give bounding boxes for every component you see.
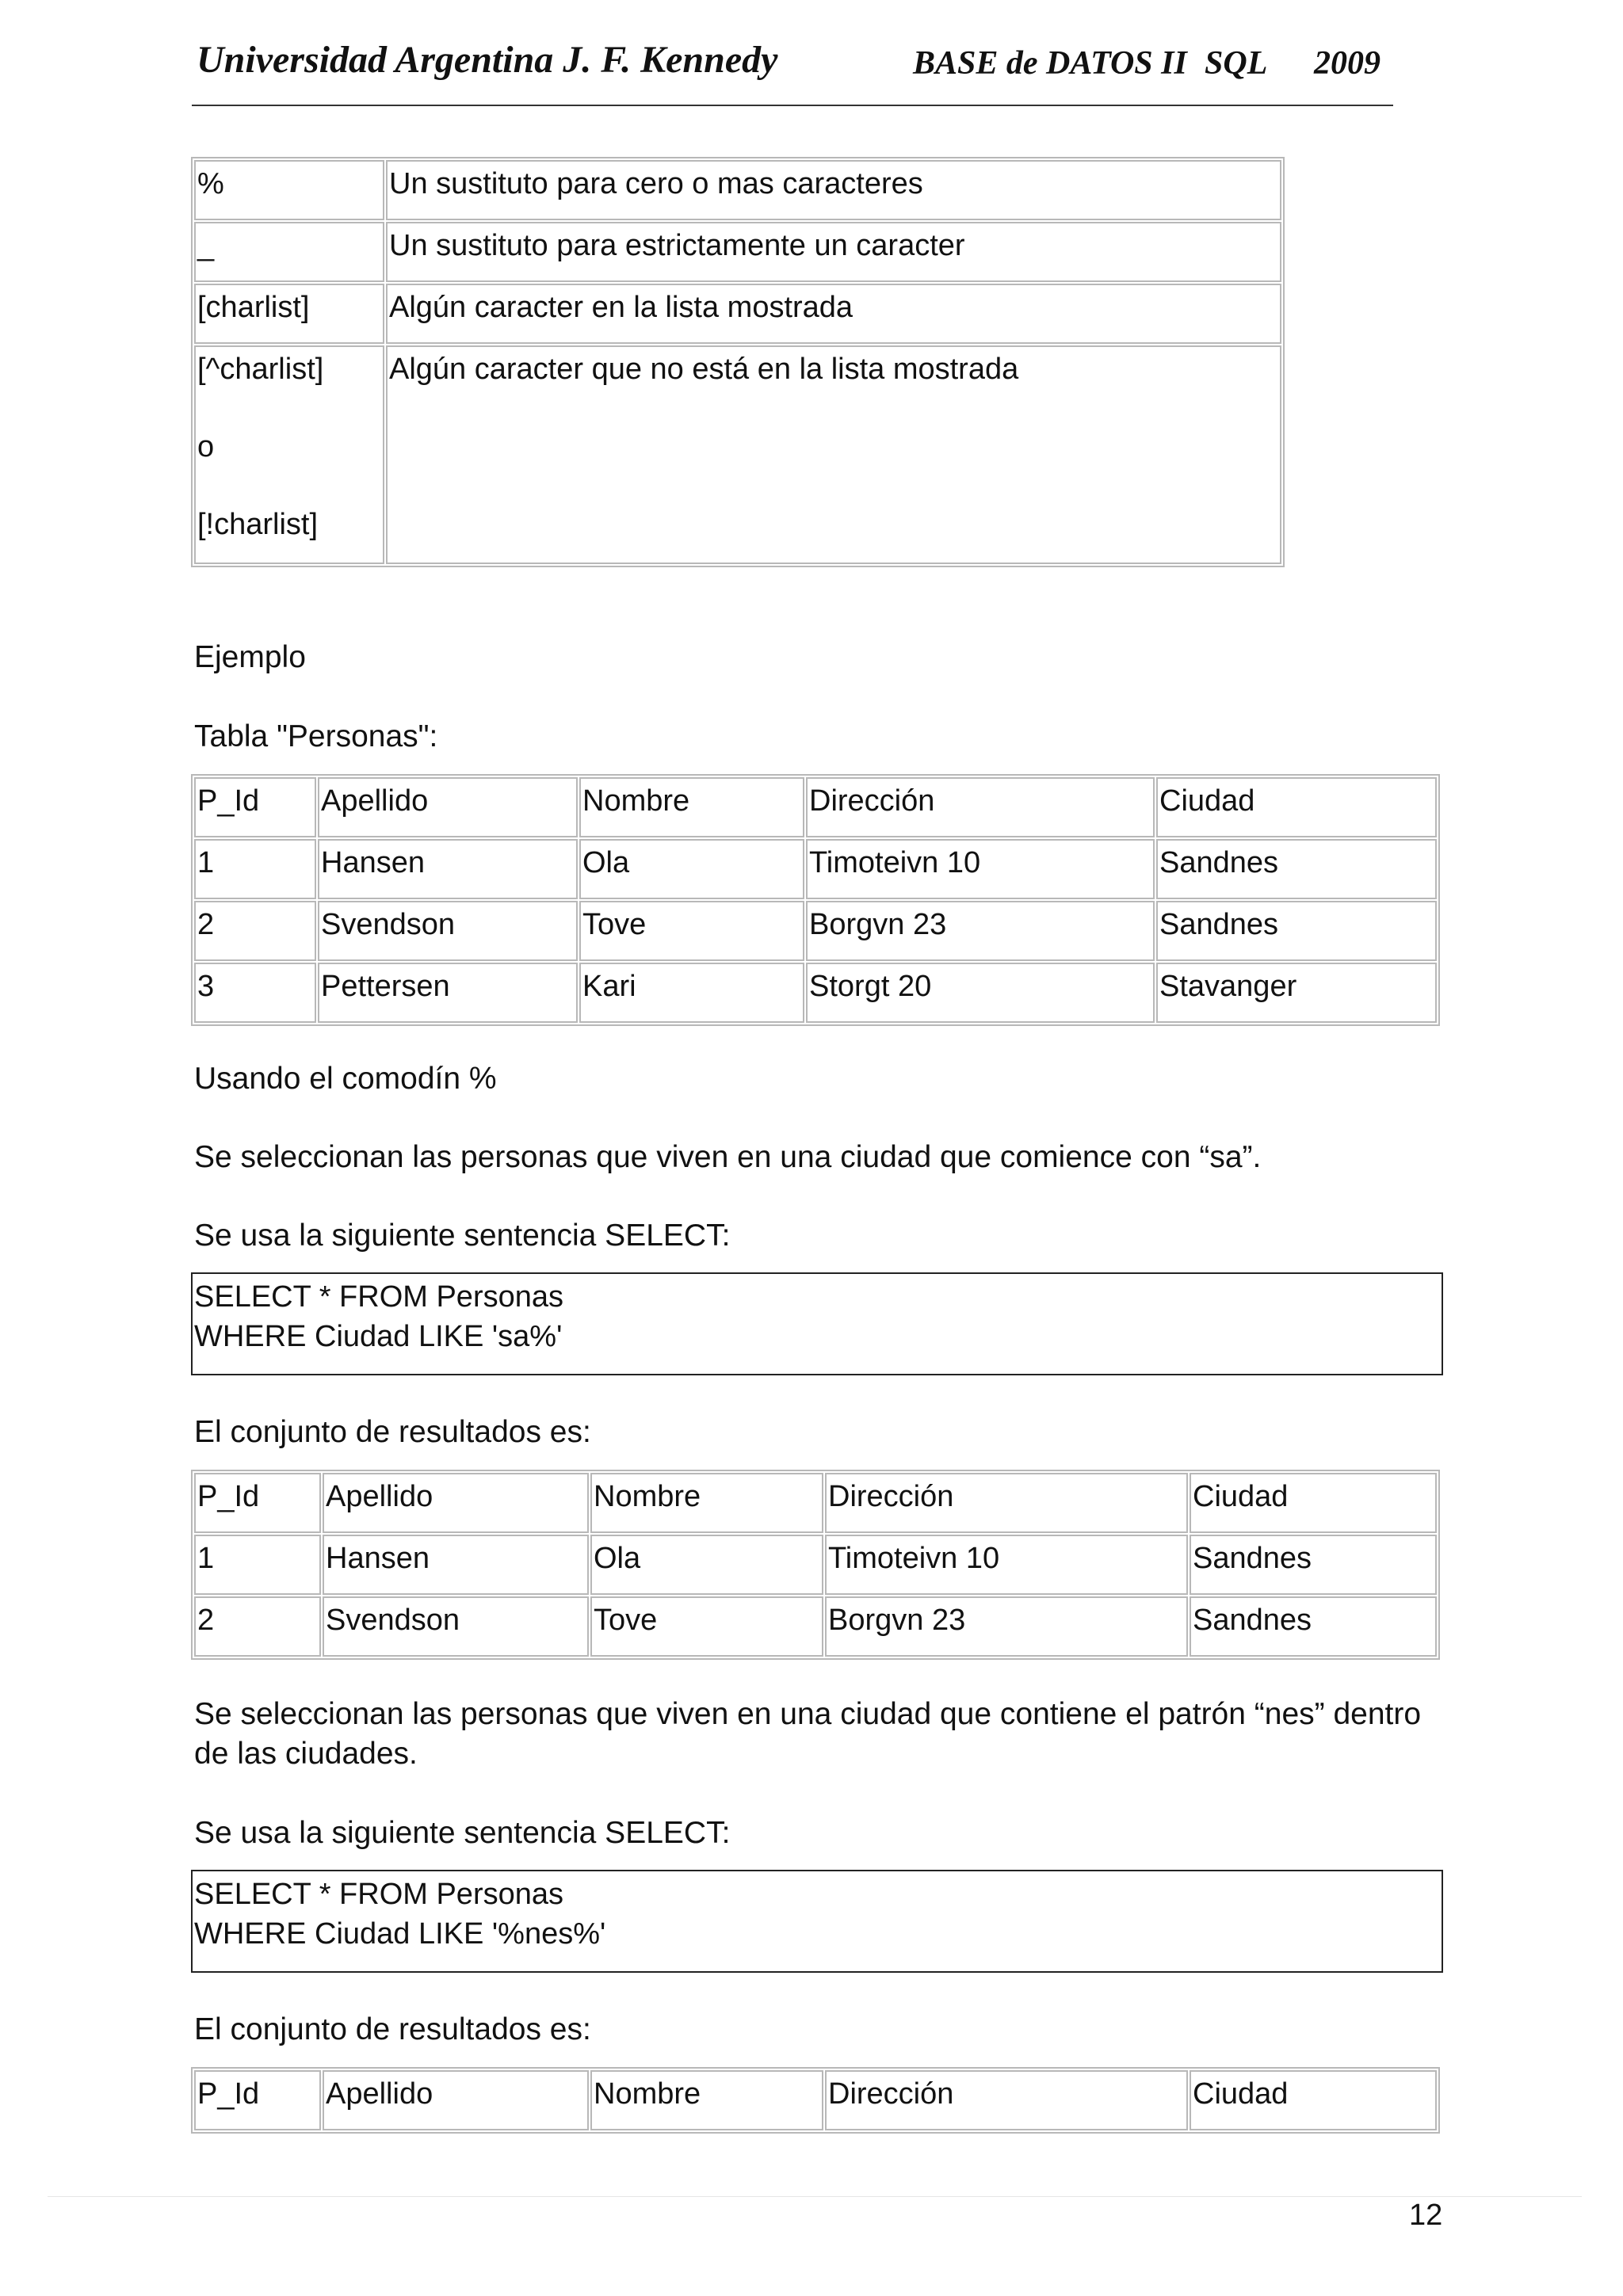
column-header: Nombre (579, 777, 804, 837)
result-label: El conjunto de resultados es: (194, 1415, 591, 1449)
course-topic: SQL (1205, 45, 1268, 82)
result-table (191, 1470, 1440, 1660)
sql-line: WHERE Ciudad LIKE 'sa%' (194, 1320, 563, 1353)
wildcard-description: Un sustituto para estrictamente un caracter (386, 222, 1281, 282)
section-heading: Usando el comodín % (194, 1062, 497, 1096)
table-cell: Tove (579, 901, 804, 961)
table-row (194, 963, 1437, 1023)
table-cell: Borgvn 23 (806, 901, 1155, 961)
table-cell: Hansen (323, 1535, 589, 1595)
column-header: Dirección (825, 1473, 1188, 1533)
table-cell: Borgvn 23 (825, 1596, 1188, 1657)
column-header: Ciudad (1190, 1473, 1437, 1533)
wildcards-table (191, 157, 1285, 567)
sql-code-box (191, 1272, 1443, 1375)
table-cell: Sandnes (1190, 1535, 1437, 1595)
table-row (194, 839, 1437, 899)
wildcard-symbol: % (194, 160, 384, 220)
table-cell: Tove (590, 1596, 823, 1657)
course-info (913, 44, 1381, 82)
sql-line: SELECT * FROM Personas (194, 1280, 564, 1314)
table-cell: 1 (194, 1535, 321, 1595)
column-header: Dirección (825, 2070, 1188, 2130)
example-heading: Ejemplo (194, 640, 306, 674)
table-header-row (194, 2070, 1437, 2130)
wildcard-description: Un sustituto para cero o mas caracteres (386, 160, 1281, 220)
sql-line: WHERE Ciudad LIKE '%nes%' (194, 1917, 606, 1951)
table-row (194, 901, 1437, 961)
course-year: 2009 (1314, 45, 1381, 82)
sql-line: SELECT * FROM Personas (194, 1878, 564, 1911)
table-row (194, 160, 1281, 220)
course-name: BASE de DATOS II (913, 45, 1187, 82)
table-cell: 1 (194, 839, 316, 899)
sql-code-box (191, 1870, 1443, 1973)
wildcard-symbol-line: [^charlist] (197, 353, 324, 386)
page-header (192, 38, 1393, 106)
section-text: Se seleccionan las personas que viven en una ciudad que comience con “sa”. (194, 1140, 1262, 1174)
table-cell: Timoteivn 10 (806, 839, 1155, 899)
column-header: Apellido (318, 777, 578, 837)
column-header: P_Id (194, 2070, 321, 2130)
column-header: Apellido (323, 1473, 589, 1533)
table-cell: Stavanger (1156, 963, 1437, 1023)
wildcard-description: Algún caracter que no está en la lista mostrada (386, 345, 1281, 564)
column-header: Ciudad (1156, 777, 1437, 837)
column-header: Nombre (590, 1473, 823, 1533)
table-cell: 3 (194, 963, 316, 1023)
column-header: Nombre (590, 2070, 823, 2130)
table-row (194, 1535, 1437, 1595)
select-intro: Se usa la siguiente sentencia SELECT: (194, 1219, 731, 1253)
table-cell: Ola (579, 839, 804, 899)
wildcard-symbol: [charlist] (194, 284, 384, 344)
table-cell: Svendson (318, 901, 578, 961)
wildcard-description: Algún caracter en la lista mostrada (386, 284, 1281, 344)
table-cell: 2 (194, 901, 316, 961)
table-cell: Sandnes (1190, 1596, 1437, 1657)
table-cell: Sandnes (1156, 839, 1437, 899)
column-header: Ciudad (1190, 2070, 1437, 2130)
table-row (194, 345, 1281, 564)
column-header: Apellido (323, 2070, 589, 2130)
table-cell: Sandnes (1156, 901, 1437, 961)
personas-table (191, 774, 1440, 1026)
table-cell: Storgt 20 (806, 963, 1155, 1023)
wildcard-symbol: _ (194, 222, 384, 282)
wildcard-symbol-line: o (197, 430, 215, 463)
column-header: P_Id (194, 777, 316, 837)
table-row (194, 222, 1281, 282)
result-label: El conjunto de resultados es: (194, 2012, 591, 2046)
column-header: P_Id (194, 1473, 321, 1533)
table-cell: 2 (194, 1596, 321, 1657)
table-cell: Pettersen (318, 963, 578, 1023)
table-cell: Kari (579, 963, 804, 1023)
table-header-row (194, 1473, 1437, 1533)
footer-divider (48, 2196, 1582, 2197)
column-header: Dirección (806, 777, 1155, 837)
table-cell: Timoteivn 10 (825, 1535, 1188, 1595)
table-cell: Ola (590, 1535, 823, 1595)
page-number: 12 (1409, 2199, 1443, 2232)
wildcard-symbol-line: [!charlist] (197, 508, 319, 541)
section-text: Se seleccionan las personas que viven en una ciudad que contiene el patrón “nes” dentro de las ciudades. (194, 1697, 1422, 1771)
table-row (194, 1596, 1437, 1657)
wildcard-symbol (194, 345, 384, 564)
table-row (194, 284, 1281, 344)
table-label: Tabla "Personas": (194, 719, 438, 753)
result-table (191, 2067, 1440, 2134)
university-title: Universidad Argentina J. F. Kennedy (197, 39, 778, 81)
table-cell: Svendson (323, 1596, 589, 1657)
select-intro: Se usa la siguiente sentencia SELECT: (194, 1816, 731, 1850)
table-cell: Hansen (318, 839, 578, 899)
table-header-row (194, 777, 1437, 837)
